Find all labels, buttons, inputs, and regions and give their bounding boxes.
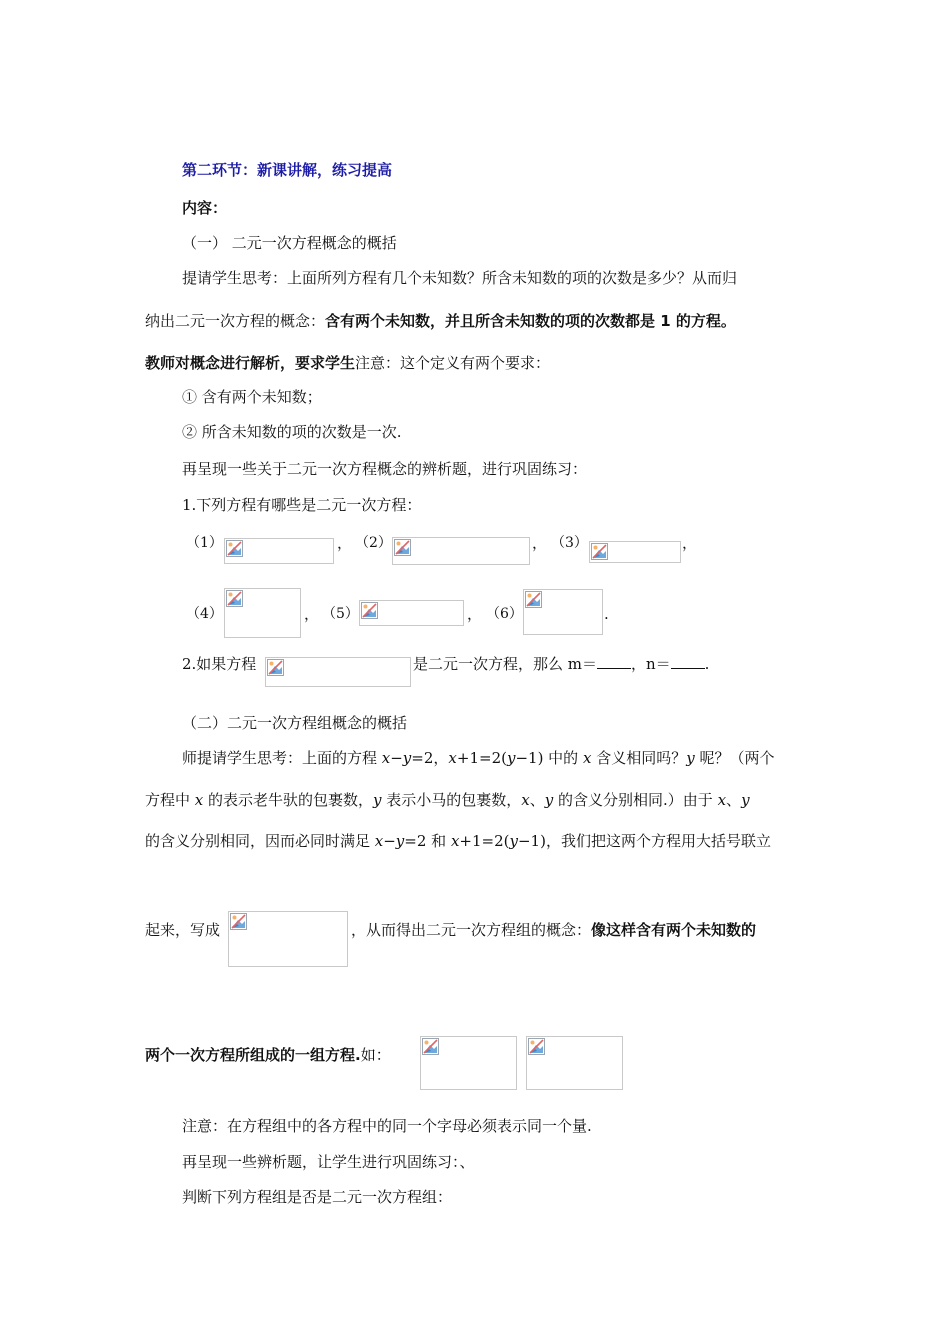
paragraph-4-start: 起来，写成	[145, 921, 221, 939]
practice-2-intro: 再呈现一些辨析题，让学生进行巩固练习：、	[182, 1153, 475, 1171]
image-placeholder-icon	[230, 913, 247, 930]
answer-blank-n[interactable]	[671, 654, 705, 669]
image-placeholder-icon	[361, 602, 378, 619]
image-placeholder-icon	[422, 1038, 439, 1055]
part1-heading: （一） 二元一次方程概念的概括	[182, 234, 397, 252]
question-2-separator: ，n＝	[631, 655, 671, 673]
item-3-label: （3）	[551, 535, 588, 551]
paragraph-4-end	[351, 920, 756, 940]
equation-5-image	[359, 600, 464, 626]
question-2-middle: 是二元一次方程，那么 m＝	[413, 655, 597, 673]
paragraph-5	[145, 1045, 391, 1065]
image-placeholder-icon	[267, 659, 284, 676]
part2-heading: （二）二元一次方程组概念的概括	[182, 714, 408, 732]
image-placeholder-icon	[226, 540, 243, 557]
item-4-label: （4）	[186, 606, 223, 622]
image-placeholder-icon	[226, 590, 243, 607]
question-2-end: .	[704, 655, 710, 673]
judge-question: 判断下列方程组是否是二元一次方程组：	[182, 1188, 453, 1206]
equation-2-image	[392, 537, 530, 565]
paragraph-2	[145, 353, 550, 373]
image-placeholder-icon	[394, 539, 411, 556]
item-5-label: （5）	[322, 606, 359, 622]
paragraph-3-line-3: 的含义分别相同，因而必同时满足 x−y=2 和 x+1=2(y−1)，我们把这两个方程用大括号联立	[145, 832, 771, 850]
paragraph-1-text: 纳出二元一次方程的概念：	[145, 312, 326, 330]
item-1-label: （1）	[186, 535, 223, 551]
concept-definition: 含有两个未知数，并且所含未知数的项的次数都是 1 的方程。	[325, 312, 736, 330]
separator: ，	[682, 534, 698, 552]
example-label: 如：	[360, 1046, 391, 1064]
requirement-1: ① 含有两个未知数；	[182, 388, 322, 406]
paragraph-2-text: 注意：这个定义有两个要求：	[355, 354, 551, 372]
paragraph-2-bold: 教师对概念进行解析，要求学生	[145, 354, 356, 372]
equation-system-image	[228, 911, 348, 967]
requirement-2: ② 所含未知数的项的次数是一次.	[182, 423, 402, 441]
item-6-label: （6）	[486, 606, 523, 622]
note: 注意：在方程组中的各方程中的同一个字母必须表示同一个量.	[182, 1117, 592, 1135]
separator: ，	[467, 605, 483, 623]
paragraph-1-line-1: 提请学生思考：上面所列方程有几个未知数？所含未知数的项的次数是多少？从而归	[182, 269, 738, 287]
equation-4-image	[224, 588, 301, 638]
equation-6-image	[523, 589, 603, 635]
paragraph-4-text: ，从而得出二元一次方程组的概念：	[351, 921, 592, 939]
question-2-prefix: 2.如果方程	[182, 655, 257, 673]
image-placeholder-icon	[528, 1038, 545, 1055]
separator: ，	[532, 534, 548, 552]
paragraph-3-line-1: 师提请学生思考：上面的方程 x−y=2，x+1=2(y−1) 中的 x 含义相同吗？y 呢？（两个	[182, 749, 775, 767]
paragraph-1-line-2	[145, 311, 736, 331]
image-placeholder-icon	[525, 591, 542, 608]
separator: .	[604, 605, 609, 623]
separator: ，	[304, 605, 320, 623]
image-placeholder-icon	[591, 543, 608, 560]
practice-intro: 再呈现一些关于二元一次方程概念的辨析题，进行巩固练习：	[182, 460, 588, 478]
question-2-text	[413, 654, 709, 674]
system-definition-part-2: 两个一次方程所组成的一组方程.	[145, 1046, 361, 1064]
separator: ，	[337, 534, 353, 552]
paragraph-3-line-2: 方程中 x 的表示老牛驮的包裹数，y 表示小马的包裹数，x、y 的含义分别相同.）由于 x、y	[145, 791, 750, 809]
system-definition-part-1: 像这样含有两个未知数的	[591, 921, 757, 939]
question-2-equation-image	[265, 657, 411, 687]
section-title: 第二环节：新课讲解，练习提高	[182, 161, 393, 179]
example-system-image-1	[420, 1036, 517, 1090]
item-2-label: （2）	[355, 535, 392, 551]
equation-1-image	[224, 538, 334, 564]
content-label: 内容：	[182, 199, 228, 217]
example-system-image-2	[526, 1036, 623, 1090]
answer-blank-m[interactable]	[597, 654, 631, 669]
question-1: 1.下列方程有哪些是二元一次方程：	[182, 496, 422, 514]
equation-3-image	[589, 541, 681, 563]
